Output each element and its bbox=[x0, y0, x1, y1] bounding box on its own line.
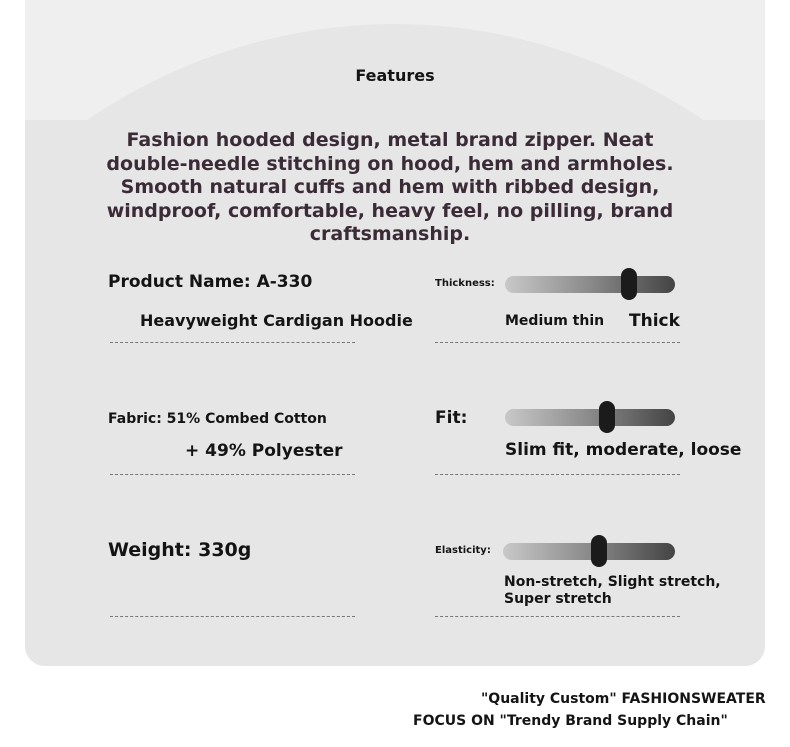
footer-line-1: "Quality Custom" FASHIONSWEATER bbox=[481, 691, 766, 707]
elasticity-options-line2: Super stretch bbox=[504, 591, 612, 607]
fit-label: Fit: bbox=[435, 408, 468, 428]
fit-slider-knob bbox=[599, 401, 615, 433]
features-description: Fashion hooded design, metal brand zipper. Neat double-needle stitching on hood, hem and armholes. Smooth natural cuffs and hem with ribbed design, windproof, comfortable, heavy feel, no pilling, brand craftsmanship. bbox=[106, 129, 674, 245]
elasticity-options-line1: Non-stretch, Slight stretch, bbox=[504, 574, 721, 590]
weight-label: Weight: 330g bbox=[108, 539, 252, 561]
thickness-option-thick: Thick bbox=[629, 311, 680, 331]
fit-slider bbox=[505, 409, 675, 426]
footer-line-2: FOCUS ON "Trendy Brand Supply Chain" bbox=[413, 713, 728, 729]
divider bbox=[435, 474, 680, 475]
divider bbox=[110, 342, 355, 343]
divider bbox=[435, 342, 680, 343]
fit-options: Slim fit, moderate, loose bbox=[505, 440, 742, 460]
product-name-value: Heavyweight Cardigan Hoodie bbox=[140, 311, 413, 330]
thickness-slider bbox=[505, 276, 675, 293]
divider bbox=[110, 474, 355, 475]
divider bbox=[435, 616, 680, 617]
product-name-label: Product Name: A-330 bbox=[108, 272, 313, 292]
features-title: Features bbox=[355, 66, 435, 85]
elasticity-slider-knob bbox=[591, 535, 607, 567]
thickness-option-medium-thin: Medium thin bbox=[505, 313, 605, 329]
fabric-value: + 49% Polyester bbox=[185, 441, 343, 461]
elasticity-slider bbox=[503, 543, 675, 560]
elasticity-label: Elasticity: bbox=[435, 545, 491, 556]
thickness-label: Thickness: bbox=[435, 278, 495, 289]
divider bbox=[110, 616, 355, 617]
card-background-arc bbox=[25, 24, 765, 666]
thickness-slider-knob bbox=[621, 268, 637, 300]
features-card bbox=[25, 0, 765, 666]
fabric-label: Fabric: 51% Combed Cotton bbox=[108, 411, 327, 427]
